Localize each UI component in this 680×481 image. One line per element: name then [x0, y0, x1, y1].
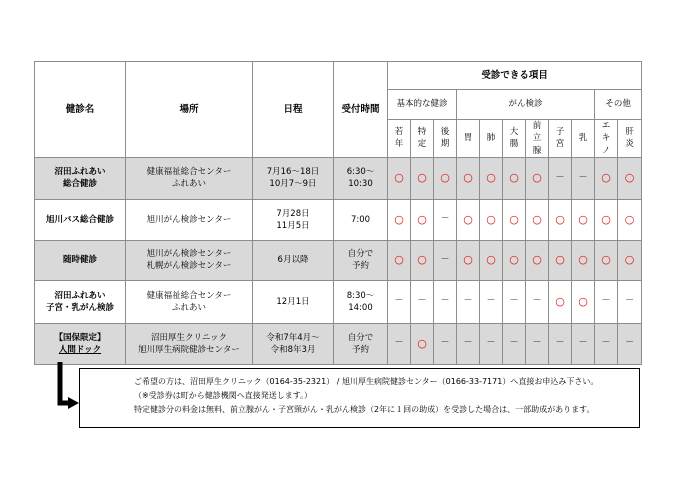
header-item-char: 腺 [532, 145, 542, 156]
note-box [79, 368, 640, 428]
circle-mark: ○ [434, 157, 457, 199]
circle-mark: ○ [526, 199, 549, 240]
header-item-char: 定 [417, 139, 427, 150]
dash-mark: － [526, 280, 549, 323]
cell-line: 子宮・乳がん検診 [45, 302, 114, 313]
cell-line: 予約 [351, 344, 369, 355]
circle-mark: ○ [388, 199, 411, 240]
header-item-char: 腸 [509, 139, 519, 150]
circle-mark: ○ [595, 157, 618, 199]
circle-mark: ○ [411, 323, 434, 364]
circle-mark: ○ [480, 199, 503, 240]
cell-line: 令和7年4月～ [266, 332, 320, 343]
dash-mark: － [595, 280, 618, 323]
cell-line: 11月5日 [276, 220, 310, 231]
circle-mark: ○ [549, 199, 572, 240]
dash-mark: － [480, 323, 503, 364]
cell-line: 総合健診 [62, 179, 97, 190]
header-basic: 基本的な健診 [388, 90, 457, 120]
cell-line: 人間ドック [58, 344, 102, 355]
circle-mark: ○ [526, 157, 549, 199]
header-date: 日程 [253, 62, 334, 158]
header-other: その他 [595, 90, 642, 120]
cell-line: 旭川バス総合健診 [45, 214, 114, 225]
cell-line: 7:00 [350, 214, 371, 225]
cell-line: 8:30～ [346, 290, 375, 301]
header-item-char: 年 [394, 139, 404, 150]
dash-mark: － [434, 280, 457, 323]
dash-mark: － [503, 323, 526, 364]
circle-mark: ○ [503, 199, 526, 240]
cell-line: 6月以降 [277, 255, 309, 266]
header-item-char: ノ [601, 145, 611, 156]
circle-mark: ○ [572, 280, 595, 323]
cell-line: 沼田ふれあい [54, 290, 106, 301]
dash-mark: － [434, 240, 457, 280]
circle-mark: ○ [388, 240, 411, 280]
circle-mark: ○ [457, 240, 480, 280]
cell-line: 令和8年3月 [270, 344, 316, 355]
header-cancer: がん検診 [457, 90, 595, 120]
circle-mark: ○ [549, 240, 572, 280]
circle-mark: ○ [411, 157, 434, 199]
header-item-char: 若 [394, 127, 404, 138]
cell-line: 10月7～9日 [269, 179, 317, 190]
circle-mark: ○ [572, 199, 595, 240]
cell-line: 旭川がん検診センター [146, 214, 232, 225]
circle-mark: ○ [503, 240, 526, 280]
dash-mark: － [434, 199, 457, 240]
dash-mark: － [595, 323, 618, 364]
dash-mark: － [388, 280, 411, 323]
circle-mark: ○ [480, 157, 503, 199]
cell-line: 7月28日 [276, 208, 310, 219]
dash-mark: － [549, 323, 572, 364]
cell-line: 札幌がん検診センター [146, 261, 232, 272]
circle-mark: ○ [503, 157, 526, 199]
cell-line: ふれあい [171, 302, 206, 313]
circle-mark: ○ [411, 199, 434, 240]
cell-line: 健康福祉総合センター [146, 167, 232, 178]
dash-mark: － [411, 280, 434, 323]
dash-mark: － [503, 280, 526, 323]
cell-line: ふれあい [171, 179, 206, 190]
header-item-char: 胃 [463, 133, 473, 144]
cell-line: 随時健診 [62, 255, 97, 266]
dash-mark: － [572, 323, 595, 364]
header-item-char: 立 [532, 133, 542, 144]
header-item-char: 後 [440, 127, 450, 138]
cell-line: 14:00 [348, 302, 373, 313]
header-item-char: 肺 [486, 133, 496, 144]
header-name: 健診名 [35, 62, 126, 158]
cell-line: 予約 [351, 261, 369, 272]
circle-mark: ○ [618, 157, 642, 199]
header-place: 場所 [126, 62, 253, 158]
dash-mark: － [618, 280, 642, 323]
cell-line: 7月16～18日 [266, 167, 320, 178]
note-line-1: ご希望の方は、沼田厚生クリニック（0164-35-2321） / 旭川厚生病院健診センター（0166-33-7171）へ直接お申込み下さい。 [134, 377, 599, 386]
cell-line: 【国保限定】 [54, 332, 106, 343]
circle-mark: ○ [595, 199, 618, 240]
circle-mark: ○ [595, 240, 618, 280]
circle-mark: ○ [549, 280, 572, 323]
header-item-char: 子 [555, 127, 565, 138]
header-time: 受付時間 [334, 62, 388, 158]
circle-mark: ○ [457, 199, 480, 240]
header-item-char: 炎 [625, 139, 634, 150]
cell-line: 旭川がん検診センター [146, 249, 232, 260]
dash-mark: － [572, 157, 595, 199]
cell-line: 健康福祉総合センター [146, 290, 232, 301]
dash-mark: － [434, 323, 457, 364]
circle-mark: ○ [480, 240, 503, 280]
dash-mark: － [480, 280, 503, 323]
header-item-char: 前 [532, 121, 542, 131]
cell-line: 自分で [347, 249, 374, 260]
header-item-char: エ [601, 121, 611, 131]
cell-line: 10:30 [348, 179, 373, 190]
circle-mark: ○ [618, 240, 642, 280]
circle-mark: ○ [457, 157, 480, 199]
cell-line: 沼田厚生クリニック [151, 332, 227, 343]
dash-mark: － [457, 280, 480, 323]
cell-line: 旭川厚生病院健診センター [138, 344, 240, 355]
circle-mark: ○ [572, 240, 595, 280]
dash-mark: － [618, 323, 642, 364]
dash-mark: － [526, 323, 549, 364]
dash-mark: － [457, 323, 480, 364]
circle-mark: ○ [388, 157, 411, 199]
cell-line: 12月1日 [276, 296, 310, 307]
circle-mark: ○ [411, 240, 434, 280]
dash-mark: － [388, 323, 411, 364]
header-item-char: 大 [509, 127, 519, 138]
cell-line: 自分で [347, 332, 374, 343]
dash-mark: － [549, 157, 572, 199]
circle-mark: ○ [526, 240, 549, 280]
header-item-char: キ [601, 133, 611, 144]
circle-mark: ○ [618, 199, 642, 240]
note-line-2: （※受診券は町から健診機関へ直接発送します。） [134, 391, 313, 400]
cell-line: 沼田ふれあい [54, 167, 106, 178]
note-line-3: 特定健診分の料金は無料、前立腺がん・子宮頸がん・乳がん検診（2年に１回の助成）を受診した場合は、一部助成があります。 [134, 405, 595, 414]
header-item-char: 期 [440, 139, 450, 150]
header-items-group: 受診できる項目 [388, 62, 642, 90]
header-item-char: 宮 [555, 139, 565, 150]
header-item-char: 乳 [578, 133, 588, 144]
header-item-char: 特 [417, 127, 427, 138]
cell-line: 6:30～ [346, 167, 375, 178]
header-item-char: 肝 [625, 127, 634, 138]
